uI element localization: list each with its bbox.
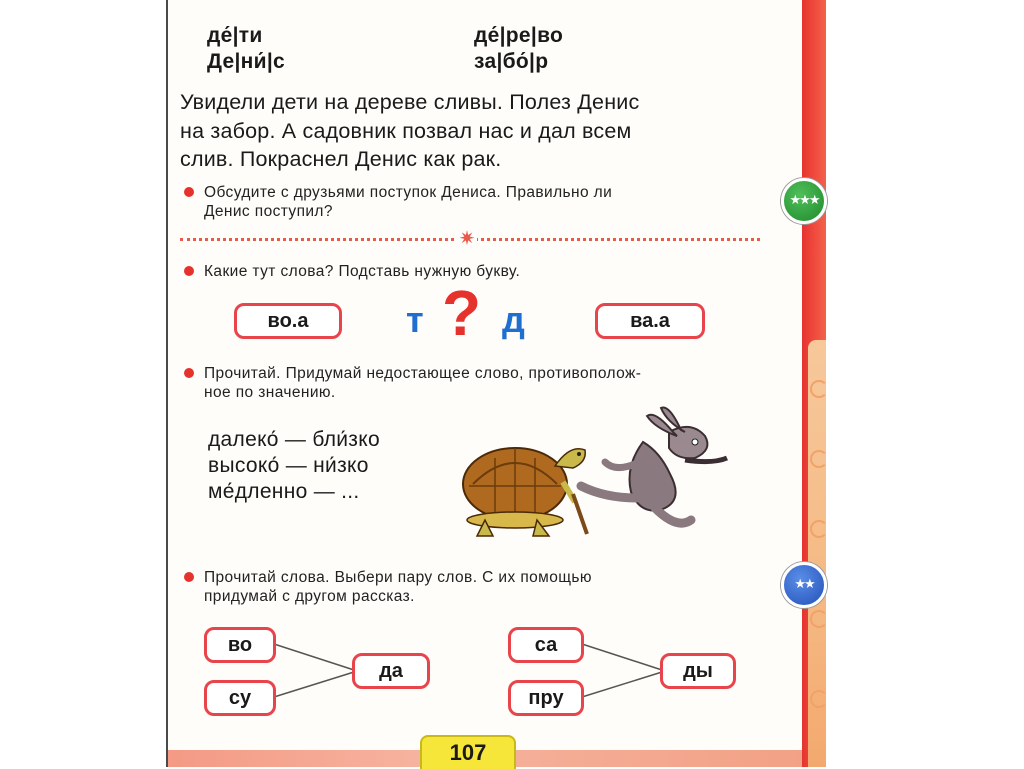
- syllable-box: во: [204, 627, 276, 663]
- sun-icon: ✷: [458, 228, 476, 250]
- syllable-box: ды: [660, 653, 736, 689]
- letter-d: д: [502, 299, 525, 340]
- word-box-left: во.а: [234, 303, 342, 339]
- task-line: Какие тут слова? Подставь нужную букву.: [204, 263, 521, 280]
- split-word: де́|ти: [207, 24, 263, 47]
- task-line: Денис поступил?: [204, 203, 333, 220]
- task-line: придумай с другом рассказ.: [204, 588, 415, 605]
- syllable-box: са: [508, 627, 584, 663]
- task-line: Прочитай слова. Выбери пару слов. С их помощью: [204, 569, 592, 586]
- story-line: Увидели дети на дереве сливы. Полез Денис: [180, 90, 640, 114]
- question-mark-icon: ?: [442, 277, 482, 349]
- stars-badge-icon: ★★★: [781, 178, 827, 224]
- letter-t: т: [406, 299, 424, 340]
- split-word: за|бо́|р: [474, 50, 549, 73]
- split-word: Де|ни́|с: [207, 50, 286, 73]
- opposite-pair: далеко́ — бли́зко: [208, 428, 380, 451]
- page-number: 107: [420, 735, 516, 769]
- syllable-box: пру: [508, 680, 584, 716]
- task-line: ное по значению.: [204, 384, 336, 401]
- split-word: де́|ре|во: [474, 24, 564, 47]
- task-line: Обсудите с друзьями поступок Дениса. Правильно ли: [204, 184, 613, 201]
- task-line: Прочитай. Придумай недостающее слово, противополож-: [204, 365, 642, 382]
- stars-badge-icon: ★★: [781, 562, 827, 608]
- word-box-right: ва.а: [595, 303, 705, 339]
- opposite-pair: высоко́ — ни́зко: [208, 454, 369, 477]
- story-line: на забор. А садовник позвал нас и дал всем: [180, 118, 632, 143]
- story-line: слив. Покраснел Денис как рак.: [180, 147, 502, 171]
- syllable-box: су: [204, 680, 276, 716]
- opposite-pair: ме́дленно — ...: [208, 480, 360, 503]
- syllable-box: да: [352, 653, 430, 689]
